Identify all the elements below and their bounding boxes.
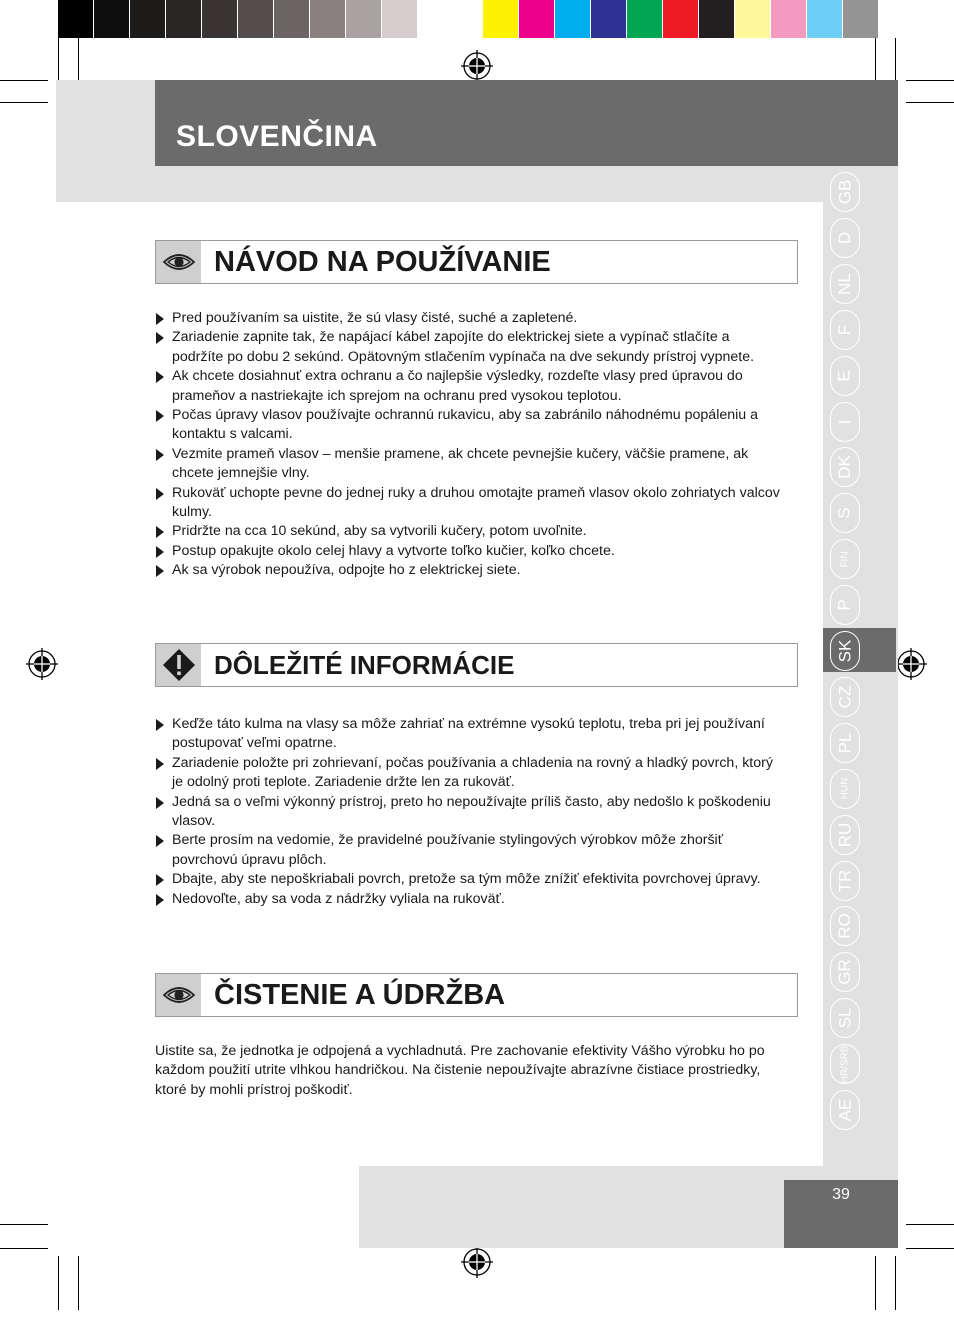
- language-tab-label: S: [835, 507, 854, 519]
- list-item: Ak chcete dosiahnuť extra ochranu a čo najlepšie výsledky, rozdeľte vlasy pred úpravou do prameňov a nastriekajte ich sprejom na ochranu pred vysokou teplotou.: [155, 367, 780, 406]
- color-calibration-bar-left: [58, 0, 454, 38]
- color-swatch: [346, 0, 382, 38]
- color-swatch: [310, 0, 346, 38]
- crop-mark: [906, 102, 954, 103]
- language-tab-ru[interactable]: [830, 815, 860, 855]
- language-tab-label: F: [834, 324, 854, 335]
- cleaning-text: Uistite sa, že jednotka je odpojená a vychladnutá. Pre zachovanie efektivity Vášho výrobku ho po každom použití utrite vlhkou handričkou. Na čistenie nepoužívajte abrazívne čistiace prostriedky, ktoré by mohli prístroj poškodiť.: [155, 1043, 765, 1098]
- language-tab-sk[interactable]: [830, 631, 860, 671]
- color-swatch: [274, 0, 310, 38]
- section-header-cleaning: [155, 973, 798, 1017]
- language-tab-label: RO: [835, 913, 854, 940]
- language-tab-label: D: [835, 231, 854, 245]
- eye-icon: [156, 241, 201, 283]
- color-swatch: [94, 0, 130, 38]
- language-tab-label: TR: [834, 869, 854, 892]
- color-swatch: [418, 0, 454, 38]
- language-tab-label: DK: [835, 455, 854, 480]
- language-tab-label: P: [835, 599, 854, 611]
- page-number: 39: [832, 1186, 850, 1203]
- language-tab-gr[interactable]: [830, 952, 860, 992]
- language-tab-d[interactable]: [830, 218, 860, 258]
- language-tab-label: PL: [834, 732, 854, 754]
- language-tab-label: HR/SRB: [839, 1045, 851, 1083]
- crop-mark: [78, 38, 79, 80]
- color-swatch: [771, 0, 807, 38]
- crop-mark: [0, 1248, 48, 1249]
- registration-mark-top: [461, 50, 493, 82]
- language-tab-sl[interactable]: [830, 998, 860, 1038]
- language-tab-cz[interactable]: [830, 677, 860, 717]
- section-title-cleaning: ČISTENIE A ÚDRŽBA: [214, 979, 506, 1011]
- language-tab-label: SL: [834, 1007, 854, 1029]
- list-item: Zariadenie položte pri zohrievaní, počas používania a chladenia na rovný a hladký povrch, ktorý je odolný proti teplote. Zariadenie držte len za rukoväť.: [155, 754, 780, 793]
- list-item: Jedná sa o veľmi výkonný prístroj, preto ho nepoužívajte príliš často, aby nedošlo k poškodeniu vlasov.: [155, 793, 780, 832]
- color-swatch: [519, 0, 555, 38]
- list-item: Postup opakujte okolo celej hlavy a vytvorte toľko kučier, koľko chcete.: [155, 542, 780, 561]
- language-tab-nl[interactable]: [830, 264, 860, 304]
- crop-mark: [58, 38, 59, 80]
- color-swatch: [843, 0, 879, 38]
- language-tab-label: GB: [835, 179, 854, 205]
- language-tab-label: AE: [835, 1098, 854, 1122]
- language-tab-hr-srb[interactable]: [830, 1044, 860, 1084]
- section-header-important: [155, 643, 798, 687]
- language-tab-gb[interactable]: [830, 172, 860, 212]
- color-swatch: [130, 0, 166, 38]
- color-swatch: [699, 0, 735, 38]
- color-swatch: [555, 0, 591, 38]
- language-tab-label: CZ: [834, 685, 854, 709]
- language-tab-label: E: [835, 369, 854, 382]
- list-item: Ak sa výrobok nepoužíva, odpojte ho z elektrickej siete.: [155, 561, 780, 580]
- language-tab-label: SK: [835, 639, 854, 663]
- language-tab-label: HUN: [839, 777, 851, 800]
- color-calibration-bar-right: [483, 0, 879, 38]
- language-tab-label: I: [834, 419, 854, 424]
- crop-mark: [0, 1224, 48, 1225]
- color-swatch: [735, 0, 771, 38]
- crop-mark: [875, 1256, 876, 1310]
- warning-icon: [156, 644, 201, 686]
- section-title-important: DÔLEŽITÉ INFORMÁCIE: [214, 650, 515, 680]
- crop-mark: [906, 1248, 954, 1249]
- language-tab-ae[interactable]: [830, 1090, 860, 1130]
- important-information-list: [155, 715, 780, 909]
- language-tab-label: FIN: [839, 551, 851, 568]
- language-tab-f[interactable]: [830, 310, 860, 350]
- language-title: SLOVENČINA: [176, 120, 378, 153]
- language-tab-i[interactable]: [830, 402, 860, 442]
- list-item: Vezmite prameň vlasov – menšie pramene, ak chcete pevnejšie kučery, väčšie pramene, ak chcete jemnejšie vlny.: [155, 445, 780, 484]
- list-item: Pred používaním sa uistite, že sú vlasy čisté, suché a zapletené.: [155, 309, 780, 328]
- list-item: Počas úpravy vlasov používajte ochrannú rukavicu, aby sa zabránilo náhodnému popáleniu a kontaktu s valcami.: [155, 406, 780, 445]
- section-header-usage: [155, 240, 798, 284]
- registration-mark-left: [26, 648, 58, 680]
- list-item: Berte prosím na vedomie, že pravidelné používanie stylingových výrobkov môže zhoršiť povrchovú úpravu plôch.: [155, 831, 780, 870]
- crop-mark: [58, 1256, 59, 1310]
- list-item: Rukoväť uchopte pevne do jednej ruky a druhou omotajte prameň vlasov okolo zohriatych valcov kulmy.: [155, 484, 780, 523]
- language-tab-label: RU: [835, 822, 854, 847]
- language-tab-p[interactable]: [830, 585, 860, 625]
- color-swatch: [663, 0, 699, 38]
- language-tab-dk[interactable]: [830, 447, 860, 487]
- color-swatch: [238, 0, 274, 38]
- language-tab-label: NL: [834, 272, 854, 295]
- eye-icon: [156, 974, 201, 1016]
- language-tab-e[interactable]: [830, 356, 860, 396]
- list-item: Zariadenie zapnite tak, že napájací kábel zapojíte do elektrickej siete a vypínač stlačíte a podržíte po dobu 2 sekúnd. Opätovným stlačením vypínača na dve sekundy prístroj vypnete.: [155, 328, 780, 367]
- language-tab-label: GR: [835, 959, 854, 986]
- language-tab-hun[interactable]: [830, 769, 860, 809]
- list-item: Nedovoľte, aby sa voda z nádržky vyliala na rukoväť.: [155, 890, 780, 909]
- crop-mark: [78, 1256, 79, 1310]
- language-tab-s[interactable]: [830, 493, 860, 533]
- color-swatch: [166, 0, 202, 38]
- color-swatch: [627, 0, 663, 38]
- language-tab-ro[interactable]: [830, 906, 860, 946]
- color-swatch: [591, 0, 627, 38]
- crop-mark: [906, 1224, 954, 1225]
- registration-mark-right: [895, 648, 927, 680]
- section-title-usage: NÁVOD NA POUŽÍVANIE: [214, 246, 551, 278]
- language-tab-tr[interactable]: [830, 861, 860, 901]
- list-item: Keďže táto kulma na vlasy sa môže zahriať na extrémne vysokú teplotu, treba pri jej používaní postupovať veľmi opatrne.: [155, 715, 780, 754]
- usage-instructions-list: [155, 309, 780, 581]
- color-swatch: [807, 0, 843, 38]
- list-item: Dbajte, aby ste nepoškriabali povrch, pretože sa tým môže znížiť efektivita povrchovej úpravy.: [155, 870, 780, 889]
- color-swatch: [483, 0, 519, 38]
- registration-mark-bottom: [461, 1246, 493, 1278]
- color-swatch: [202, 0, 238, 38]
- crop-mark: [906, 80, 954, 81]
- crop-mark: [895, 38, 896, 80]
- crop-mark: [875, 38, 876, 80]
- color-swatch: [382, 0, 418, 38]
- color-swatch: [58, 0, 94, 38]
- crop-mark: [895, 1256, 896, 1310]
- language-tab-pl[interactable]: [830, 723, 860, 763]
- language-tab-fin[interactable]: [830, 539, 860, 579]
- list-item: Pridržte na cca 10 sekúnd, aby sa vytvorili kučery, potom uvoľnite.: [155, 522, 780, 541]
- crop-mark: [0, 102, 48, 103]
- crop-mark: [0, 80, 48, 81]
